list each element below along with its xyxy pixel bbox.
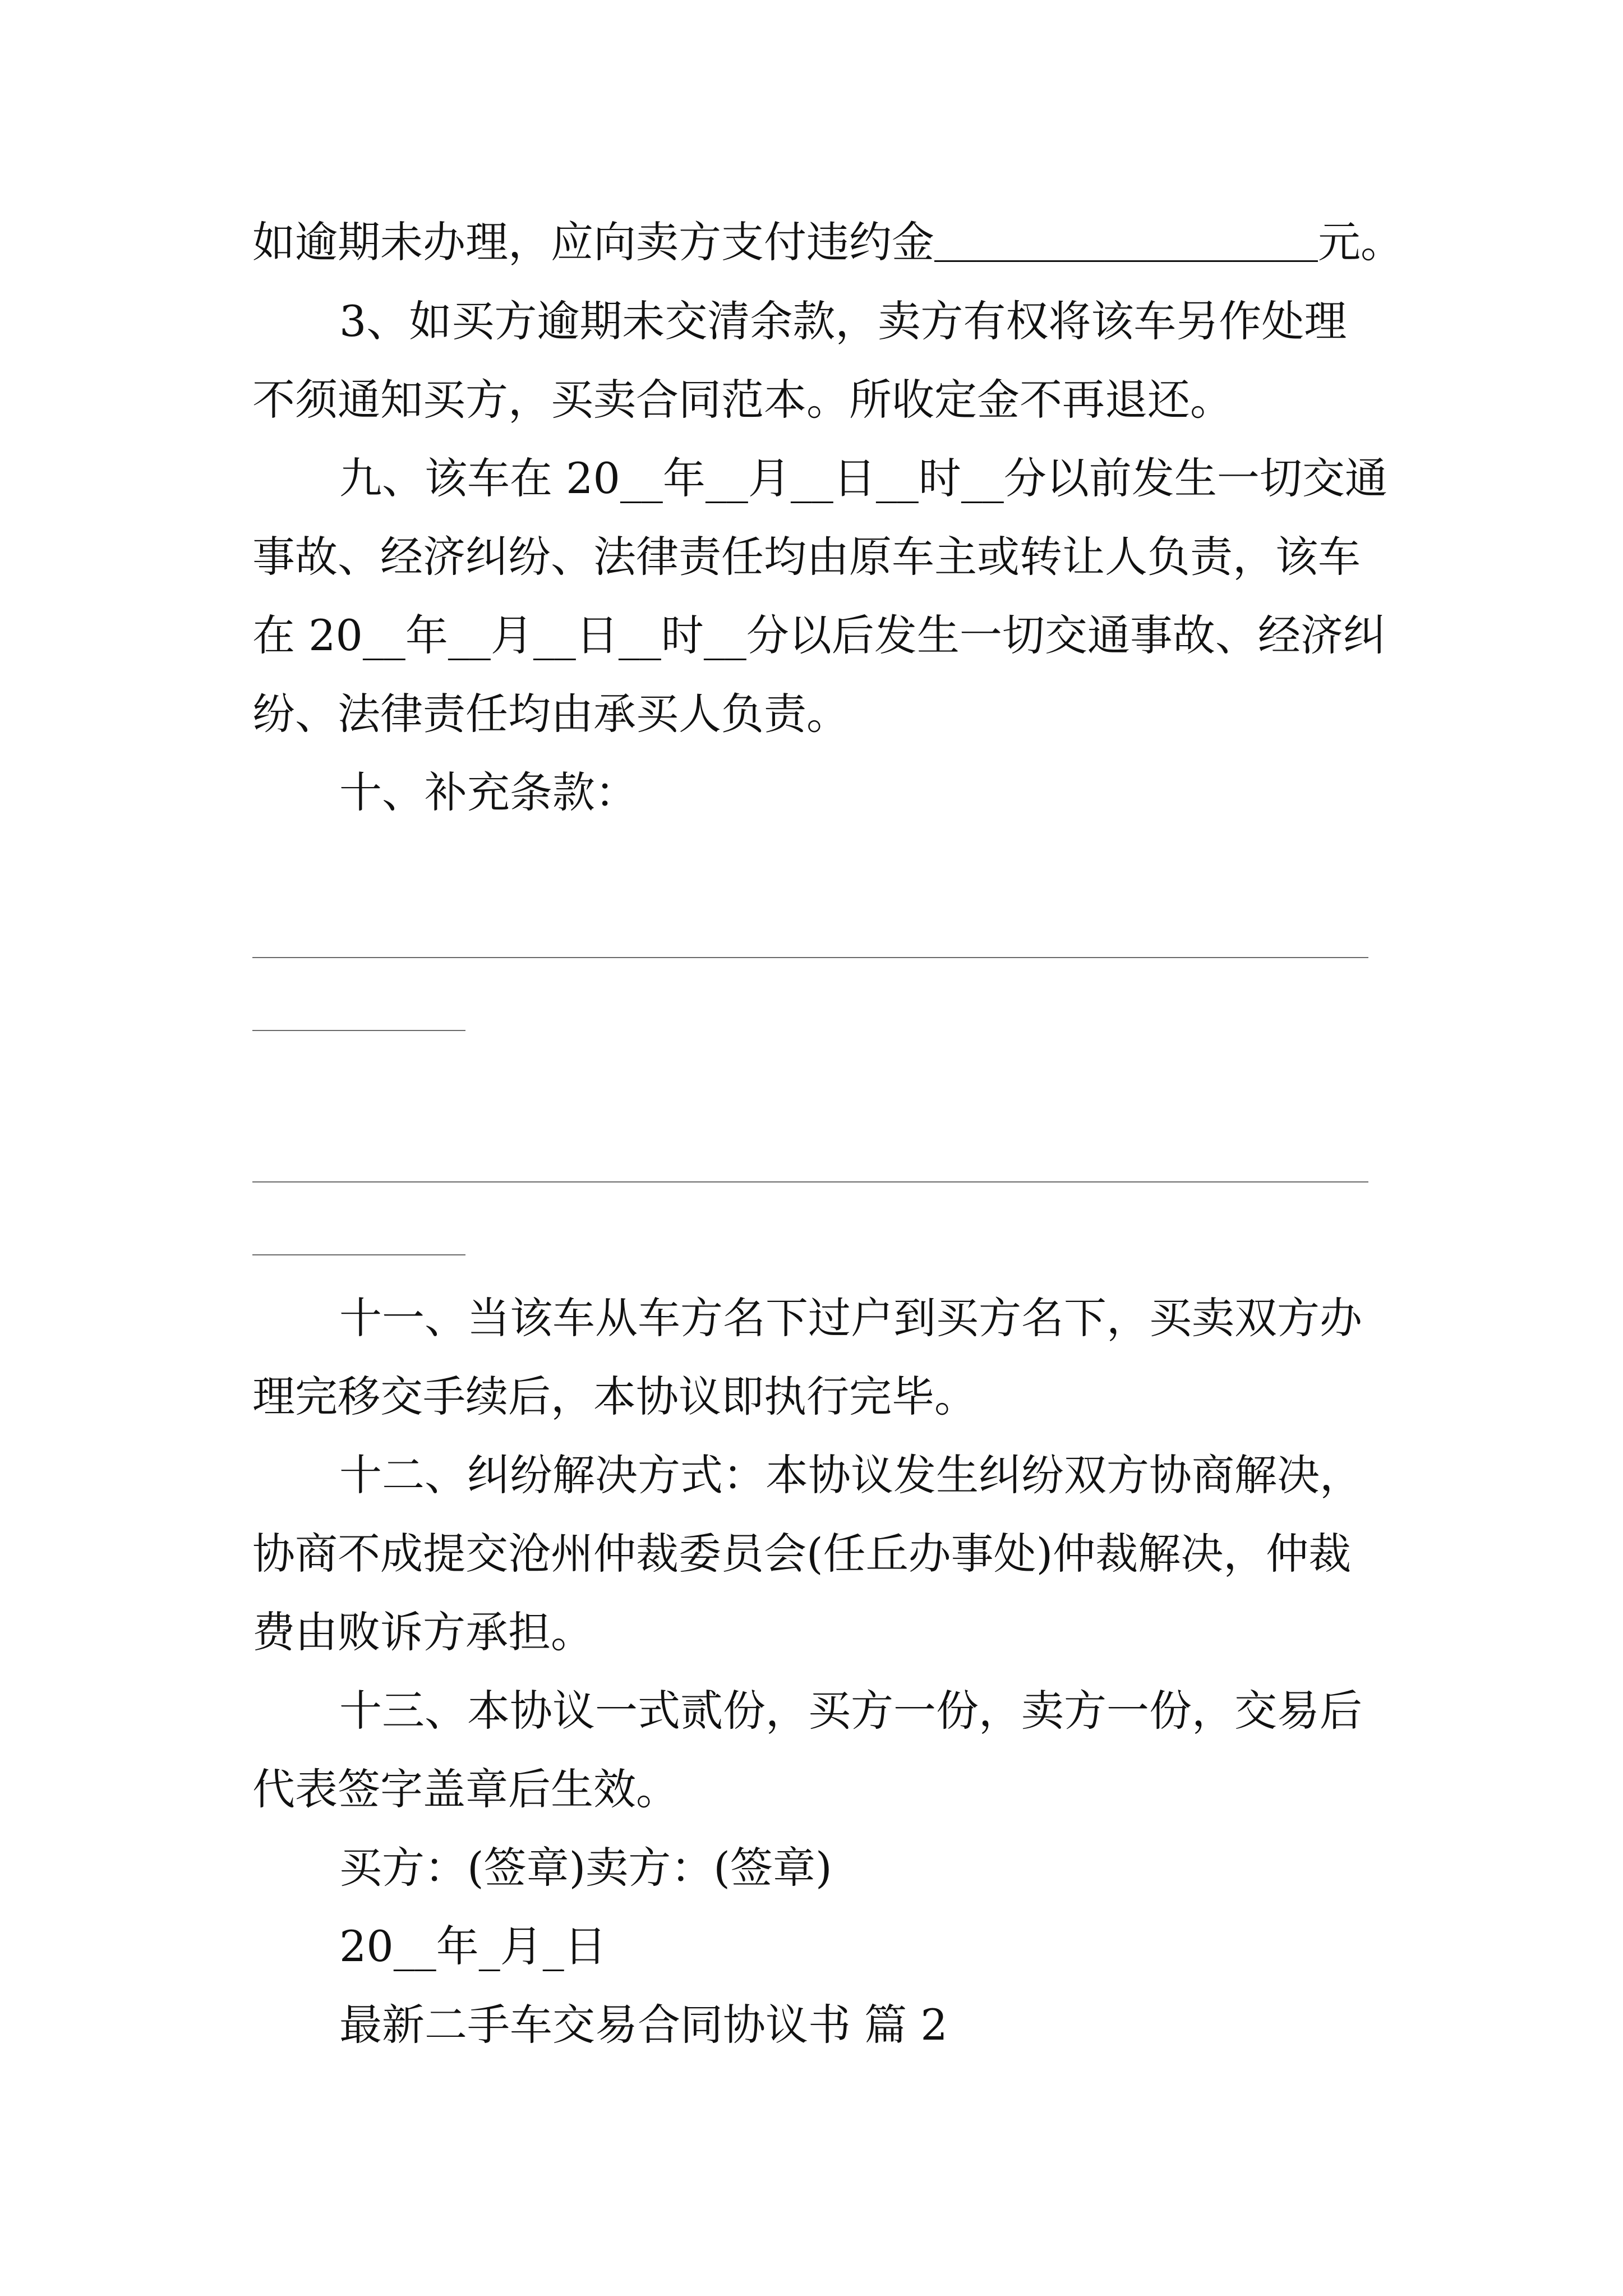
signature-line: 买方：(签章)卖方：(签章) bbox=[339, 1843, 832, 1893]
text-line: 如逾期未办理，应向卖方支付违约金＿＿＿＿＿＿＿＿＿元。 bbox=[252, 217, 1403, 267]
fill-in-rule bbox=[252, 1254, 465, 1255]
fill-in-rule bbox=[252, 1030, 465, 1031]
text-line: 纷、法律责任均由承买人负责。 bbox=[252, 689, 849, 739]
text-line: 协商不成提交沧州仲裁委员会(任丘办事处)仲裁解决，仲裁 bbox=[252, 1529, 1352, 1579]
text-line: 十一、当该车从车方名下过户到买方名下，买卖双方办 bbox=[339, 1293, 1362, 1343]
text-line: 事故、经济纠纷、法律责任均由原车主或转让人负责，该车 bbox=[252, 532, 1361, 582]
text-line: 不须通知买方，买卖合同范本。所收定金不再退还。 bbox=[252, 375, 1233, 425]
text-line: 十二、纠纷解决方式：本协议发生纠纷双方协商解决， bbox=[339, 1450, 1362, 1500]
text-line: 费由败诉方承担。 bbox=[252, 1607, 593, 1657]
text-line: 3、如买方逾期未交清余款，卖方有权将该车另作处理 bbox=[339, 296, 1347, 346]
text-line: 理完移交手续后，本协议即执行完毕。 bbox=[252, 1372, 977, 1421]
text-line: 九、该车在 20__年__月__日__时__分以前发生一切交通 bbox=[339, 453, 1387, 503]
fill-in-rule bbox=[252, 957, 1368, 958]
section-heading: 最新二手车交易合同协议书 篇 2 bbox=[339, 2000, 948, 2050]
date-line: 20__年_月_日 bbox=[339, 1921, 607, 1971]
text-line: 在 20__年__月__日__时__分以后发生一切交通事故、经济纠 bbox=[252, 610, 1386, 660]
text-line: 十、补充条款： bbox=[339, 767, 638, 817]
text-line: 十三、本协议一式贰份，买方一份，卖方一份，交易后 bbox=[339, 1686, 1362, 1736]
text-line: 代表签字盖章后生效。 bbox=[252, 1764, 679, 1814]
fill-in-rule bbox=[252, 1181, 1368, 1182]
